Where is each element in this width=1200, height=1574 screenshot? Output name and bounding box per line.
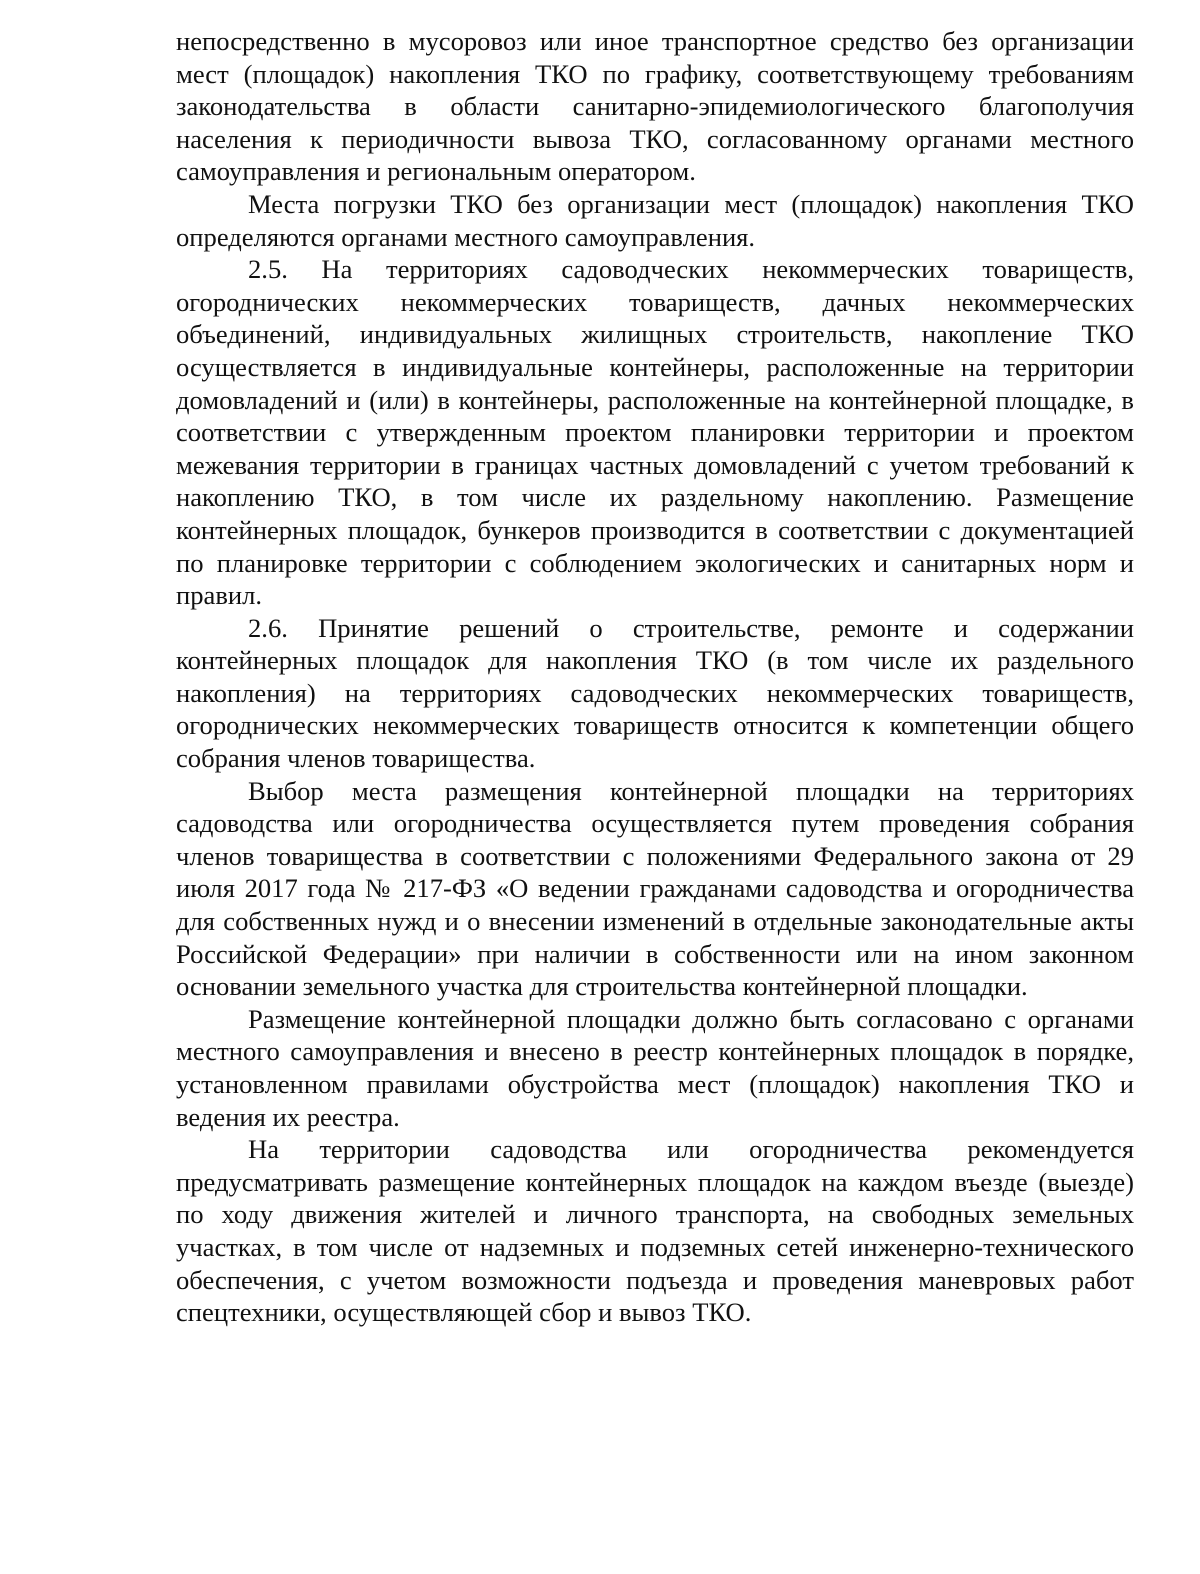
paragraph-2-5: 2.5. На территориях садоводческих некоммерческих товариществ, огороднических некоммерческих товариществ, дачных некоммерческих объединений, индивидуальных жилищных строительств, накопление ТКО осуществляется в индивидуальные контейнеры, расположенные на территории домовладений и (или) в контейнеры, расположенные на контейнерной площадке, в соответствии с утвержденным проектом планировки территории и проектом межевания территории в границах частных домовладений с учетом требований к накоплению ТКО, в том числе их раздельному накоплению. Размещение контейнерных площадок, бункеров производится в соответствии с документацией по планировке территории с соблюдением экологических и санитарных норм и правил. [176, 254, 1134, 611]
paragraph-2-6: 2.6. Принятие решений о строительстве, ремонте и содержании контейнерных площадок для накопления ТКО (в том числе их раздельного накопления) на территориях садоводческих некоммерческих товариществ, огороднических некоммерческих товариществ относится к компетенции общего собрания членов товарищества. [176, 612, 1134, 774]
paragraph-site-approval: Размещение контейнерной площадки должно быть согласовано с органами местного самоуправления и внесено в реестр контейнерных площадок в порядке, установленном правилами обустройства мест (площадок) накопления ТКО и ведения их реестра. [176, 1003, 1134, 1132]
paragraph-loading-places: Места погрузки ТКО без организации мест (площадок) накопления ТКО определяются органами местного самоуправления. [176, 188, 1134, 252]
paragraph-continuation: непосредственно в мусоровоз или иное транспортное средство без организации мест (площадок) накопления ТКО по графику, соответствующему требованиям законодательства в области санитарно-эпидемиологического благополучия населения к периодичности вывоза ТКО, согласованному органами местного самоуправления и региональным оператором. [176, 26, 1134, 187]
paragraph-recommendation: На территории садоводства или огородничества рекомендуется предусматривать размещение контейнерных площадок на каждом въезде (выезде) по ходу движения жителей и личного транспорта, на свободных земельных участках, в том числе от надземных и подземных сетей инженерно-технического обеспечения, с учетом возможности подъезда и проведения маневровых работ спецтехники, осуществляющей сбор и вывоз ТКО. [176, 1134, 1134, 1328]
paragraph-site-selection: Выбор места размещения контейнерной площадки на территориях садоводства или огородничества осуществляется путем проведения собрания членов товарищества в соответствии с положениями Федерального закона от 29 июля 2017 года № 217-ФЗ «О ведении гражданами садоводства и огородничества для собственных нужд и о внесении изменений в отдельные законодательные акты Российской Федерации» при наличии в собственности или на ином законном основании земельного участка для строительства контейнерной площадки. [176, 775, 1134, 1002]
document-body [176, 25, 1134, 1329]
